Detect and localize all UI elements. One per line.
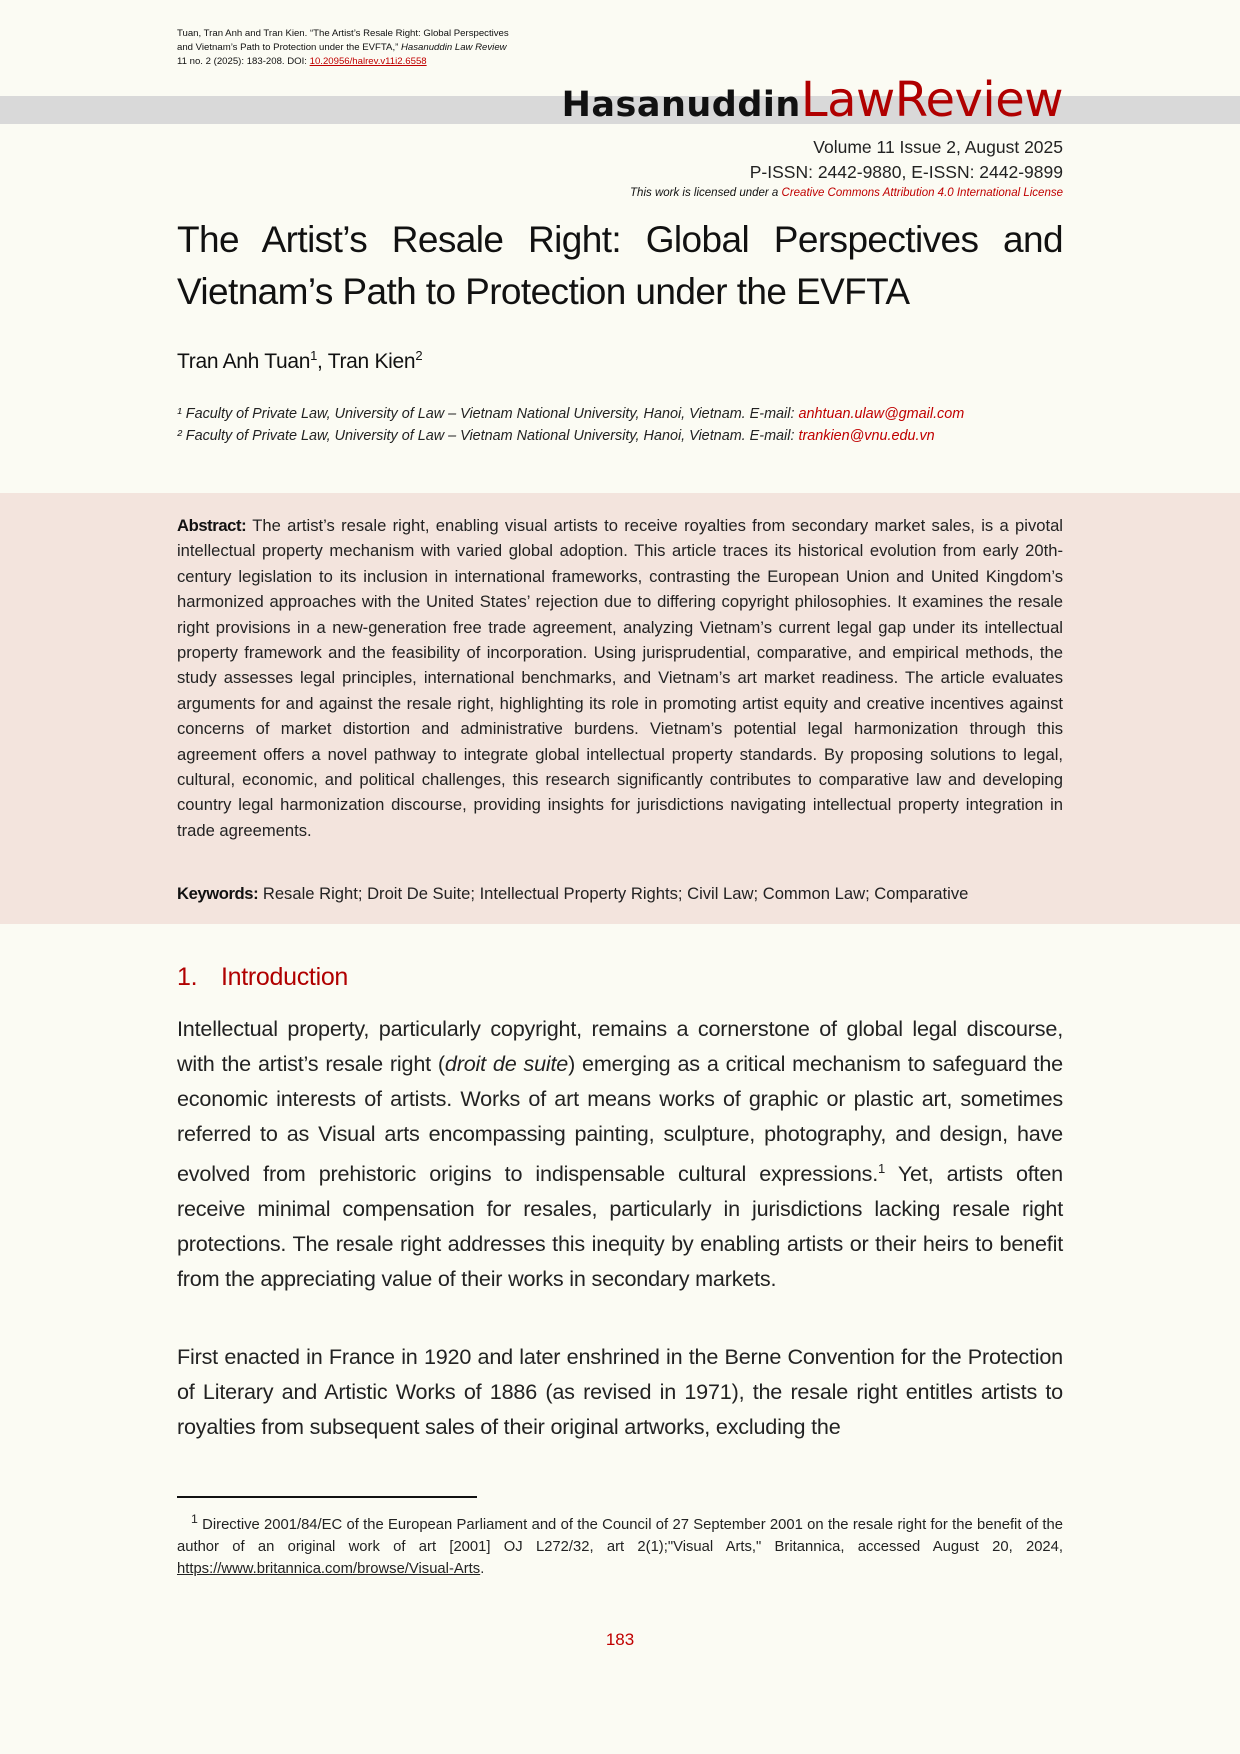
body-paragraph: Intellectual property, particularly copyright, remains a cornerstone of global legal discourse, with the artist’s resale right (droit de suite) emerging as a critical mechanism to safeguard the economic interests of artists. Works of art means works of graphic or plastic art, sometimes referred to as Visual arts encompassing painting, sculpture, photography, and design, have evolved from prehistoric origins to indispensable cultural expressions.$^1$ Yet, artists often receive minimal compensation for resales, particularly in jurisdictions lacking resale right protections. The resale right addresses this inequity by enabling artists or their heirs to benefit from the appreciating value of their works in secondary markets. [177, 1016, 1063, 1292]
footnote-marker: 1 [191, 1512, 198, 1526]
italic-term: droit de suite [444, 1051, 569, 1076]
keywords-label: Keywords: [177, 884, 259, 903]
journal-logo-part1: Hasanuddin [561, 85, 801, 125]
footnote: $^1$ Directive 2001/84/EC of the European Parliament and of the Council of 27 September 2001 on the resale right for the benefit of the author of an original work of art [2001] OJ L272/32, art 2(1);"Visual Arts," Britannica, accessed August 20, 2024, https://www.britannica.com/browse/Visual-Arts. [177, 1512, 1063, 1577]
citation-line-1: Tuan, Tran Anh and Tran Kien. “The Artist’s Resale Right: Global Perspectives [177, 28, 509, 39]
license-link[interactable]: Creative Commons Attribution 4.0 International License [781, 187, 1063, 199]
affiliation-item: ² Faculty of Private Law, University of Law – Vietnam National University, Hanoi, Vietnam. E-mail: trankien@vnu.edu.vn [177, 428, 935, 444]
citation-line-2: and Vietnam’s Path to Protection under the EVFTA,” Hasanuddin Law Review [177, 42, 507, 53]
keywords-text: Resale Right; Droit De Suite; Intellectual Property Rights; Civil Law; Common Law; Comparative [258, 884, 969, 903]
author-affil-marker: 1 [310, 348, 318, 363]
journal-meta [630, 135, 1063, 201]
footnote-link[interactable]: https://www.britannica.com/browse/Visual-Arts [177, 1560, 481, 1577]
abstract-label: Abstract: [177, 516, 247, 535]
license-notice: This work is licensed under a Creative Commons Attribution 4.0 International License [630, 187, 1063, 199]
journal-logo [561, 72, 1063, 128]
author-name: Tran Kien [327, 350, 416, 373]
author-affil-marker: 2 [415, 348, 423, 363]
citation-block [177, 27, 597, 69]
abstract [177, 513, 1063, 843]
section-heading-introduction [177, 963, 348, 992]
section-number: 1. [177, 963, 198, 991]
volume-info: Volume 11 Issue 2, August 2025 [813, 137, 1063, 157]
affiliations [177, 403, 1077, 447]
article-title-line-2: Vietnam’s Path to Protection under the EVFTA [177, 271, 910, 312]
author-name: Tran Anh Tuan [177, 350, 311, 373]
keywords [177, 883, 1077, 905]
footnote-divider [177, 1496, 477, 1498]
article-title-line-1: The Artist’s Resale Right: Global Perspectives and [177, 219, 1063, 260]
doi-link[interactable]: 10.20956/halrev.v11i2.6558 [309, 56, 427, 67]
email-link[interactable]: anhtuan.ulaw@gmail.com [798, 406, 965, 422]
article-title [177, 214, 1063, 318]
email-link[interactable]: trankien@vnu.edu.vn [798, 428, 935, 444]
page-number: 183 [605, 1630, 635, 1649]
citation-journal: Hasanuddin Law Review [400, 42, 507, 53]
journal-logo-part2: LawReview [800, 72, 1063, 128]
section-title: Introduction [221, 963, 349, 991]
affiliation-item: ¹ Faculty of Private Law, University of Law – Vietnam National University, Hanoi, Vietnam. E-mail: anhtuan.ulaw@gmail.com [177, 406, 965, 422]
author-list: Tran Anh Tuan$^1$, Tran Kien$^2$ [177, 348, 423, 373]
citation-line-3: 11 no. 2 (2025): 183-208. DOI: 10.20956/halrev.v11i2.6558 [177, 56, 427, 67]
body-paragraph: First enacted in France in 1920 and later enshrined in the Berne Convention for the Protection of Literary and Artistic Works of 1886 (as revised in 1971), the resale right entitles artists to royalties from subsequent sales of their original artworks, excluding the [177, 1344, 1063, 1439]
abstract-text: The artist’s resale right, enabling visual artists to receive royalties from secondary market sales, is a pivotal intellectual property mechanism with varied global adoption. This article traces its historical evolution from early 20th-century legislation to its inclusion in international frameworks, contrasting the European Union and United Kingdom’s harmonized approaches with the United States’ rejection due to differing copyright philosophies. It examines the resale right provisions in a new-generation free trade agreement, analyzing Vietnam’s current legal gap under its intellectual property framework and the feasibility of incorporation. Using jurisprudential, comparative, and empirical methods, the study assesses legal principles, international benchmarks, and Vietnam’s art market readiness. The article evaluates arguments for and against the resale right, highlighting its role in promoting artist equity and creative incentives against concerns of market distortion and administrative burdens. Vietnam’s potential legal harmonization through this agreement offers a novel pathway to integrate global intellectual property standards. By proposing solutions to legal, cultural, economic, and political challenges, this research significantly contributes to comparative law and developing country legal harmonization discourse, providing insights for jurisdictions navigating intellectual property integration in trade agreements. [177, 516, 1063, 840]
issn-info: P-ISSN: 2442-9880, E-ISSN: 2442-9899 [749, 162, 1063, 182]
footnote-ref[interactable]: 1 [878, 1161, 886, 1176]
